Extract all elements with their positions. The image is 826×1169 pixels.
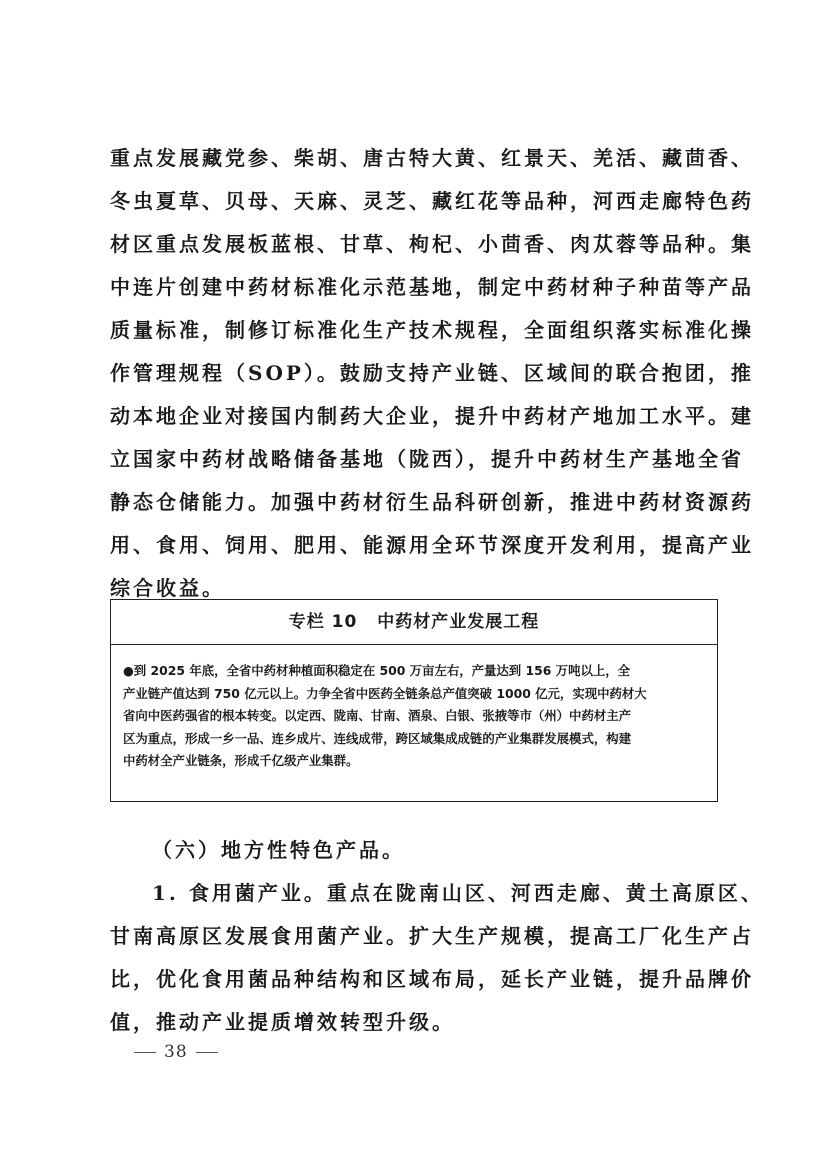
text-line: 中连片创建中药材标准化示范基地，制定中药材种子种苗等产品 [110,275,754,299]
column-box-title [111,600,717,645]
text-line: 作管理规程（SOP）。鼓励支持产业链、区域间的联合抱团，推 [110,361,754,385]
text-line: 用、食用、饲用、肥用、能源用全环节深度开发利用，提高产业 [110,533,754,557]
body-paragraph [110,137,754,610]
right-dash [196,1052,218,1053]
text-line: 1. 食用菌产业。重点在陇南山区、河西走廊、黄土高原区、 [152,881,764,905]
section-heading: （六）地方性特色产品。 [152,838,405,862]
text-line: 材区重点发展板蓝根、甘草、枸杞、小茴香、肉苁蓉等品种。集 [110,232,754,256]
text-line: 质量标准，制修订标准化生产技术规程，全面组织落实标准化操 [110,318,754,342]
column-box [110,599,718,802]
left-dash [134,1052,156,1053]
text-line: 甘南高原区发展食用菌产业。扩大生产规模，提高工厂化生产占 [110,924,754,948]
text-line: 综合收益。 [110,576,225,600]
box-text-line: 省向中医药强省的根本转变。以定西、陇南、甘南、酒泉、白银、张掖等市（州）中药材主产 [123,708,632,724]
text-line: 值，推动产业提质增效转型升级。 [110,1010,455,1034]
box-text-line: 中药材全产业链条，形成千亿级产业集群。 [123,753,359,769]
box-text-line: ●到 2025 年底，全省中药材种植面积稳定在 500 万亩左右，产量达到 156 万吨以上，全 [123,663,631,678]
box-text-line: 产业链产值达到 750 亿元以上。力争全省中医药全链条总产值突破 1000 亿元，实现中药材大 [123,685,647,701]
text-line: 静态仓储能力。加强中药材衍生品科研创新，推进中药材资源药 [110,490,754,514]
text-line: 比，优化食用菌品种结构和区域布局，延长产业链，提升品牌价 [110,967,754,991]
page-number-value: 38 [164,1042,188,1062]
column-box-body [111,645,717,773]
column-box-label: 专栏 10 [288,612,358,632]
page-number [126,1042,226,1062]
text-line: 动本地企业对接国内制药大企业，提升中药材产地加工水平。建 [110,404,754,428]
section-block [110,829,764,1044]
text-line: 重点发展藏党参、柴胡、唐古特大黄、红景天、羌活、藏茴香、 [110,146,754,170]
text-line: 立国家中药材战略储备基地（陇西），提升中药材生产基地全省 [110,447,744,471]
box-text-line: 区为重点，形成一乡一品、连乡成片、连线成带，跨区域集成成链的产业集群发展模式，构建 [123,730,632,746]
column-box-heading: 中药材产业发展工程 [377,612,540,632]
text-line: 冬虫夏草、贝母、天麻、灵芝、藏红花等品种，河西走廊特色药 [110,189,754,213]
